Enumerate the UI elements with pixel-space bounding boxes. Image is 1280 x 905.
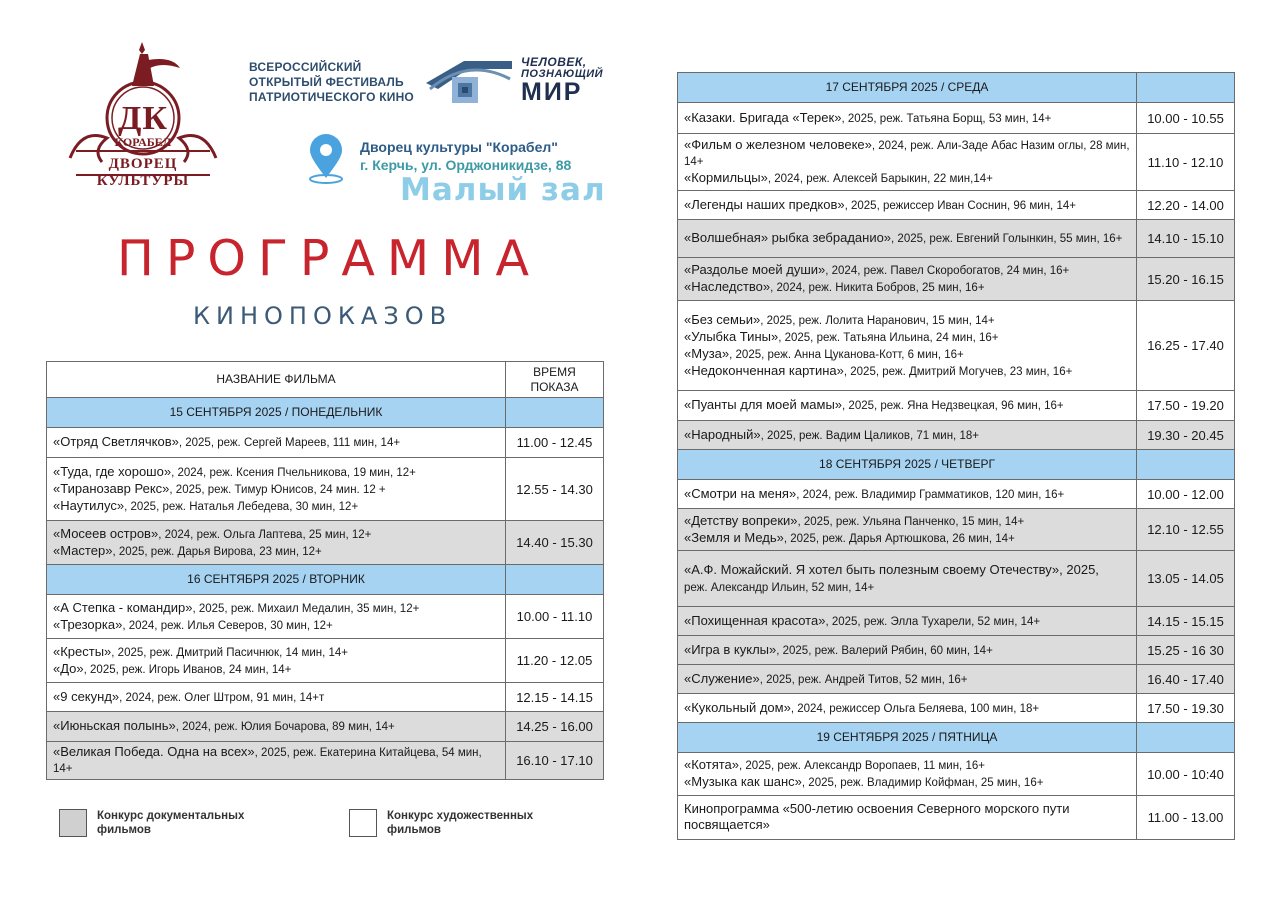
day-header-row: [678, 450, 1235, 480]
festival-name: [249, 60, 429, 105]
screening-row: [47, 742, 604, 780]
screening-films: [47, 458, 506, 521]
screening-row: [678, 694, 1235, 723]
film-details: , 2025, реж. Татьяна Борщ, 53 мин, 14+: [841, 112, 1052, 125]
film-title: «Мастер»: [53, 542, 113, 558]
film-details: , 2025, режиссер Иван Соснин, 96 мин, 14+: [844, 199, 1076, 212]
film-details: , 2024, реж. Олег Штром, 91 мин, 14+т: [119, 691, 325, 704]
film-entry: [684, 346, 1130, 363]
dk-logo-bottom: ДВОРЕЦ КУЛЬТУРЫ: [96, 156, 190, 189]
film-entry: [684, 486, 1130, 503]
screening-time: 10.00 - 12.00: [1137, 480, 1235, 509]
screening-films: [678, 191, 1137, 220]
film-title: «Раздолье моей души»: [684, 262, 826, 277]
film-entry: [53, 464, 499, 481]
film-details: , 2024, реж. Илья Северов, 30 мин, 12+: [122, 619, 333, 632]
film-entry: [684, 397, 1130, 414]
day-header-row: [47, 398, 604, 428]
screening-row: [678, 258, 1235, 301]
screening-time: 17.50 - 19.30: [1137, 694, 1235, 723]
film-details: , 2025, реж. Дмитрий Могучев, 23 мин, 16+: [843, 365, 1073, 378]
screening-row: [678, 301, 1235, 391]
film-details: , 2025, реж. Дмитрий Пасичнюк, 14 мин, 14+: [111, 646, 349, 659]
screening-time: 12.20 - 14.00: [1137, 191, 1235, 220]
screening-films: [678, 220, 1137, 258]
festival-line: ПАТРИОТИЧЕСКОГО КИНО: [249, 90, 414, 104]
screening-time: 14.40 - 15.30: [506, 521, 604, 565]
screening-films: [678, 480, 1137, 509]
page-title: ПРОГРАММА: [117, 230, 541, 287]
screening-time: 13.05 - 14.05: [1137, 551, 1235, 607]
venue-address: г. Керчь, ул. Орджоникидзе, 88: [360, 157, 572, 173]
screening-films: [678, 391, 1137, 421]
film-details: , 2025, реж. Ульяна Панченко, 15 мин, 14+: [797, 515, 1025, 528]
film-entry: [684, 137, 1130, 170]
screening-films: [47, 712, 506, 742]
film-title: «Детству вопреки»: [684, 512, 798, 528]
film-details: , 2025, реж. Андрей Титов, 52 мин, 16+: [759, 673, 968, 686]
venue-info: [360, 138, 571, 174]
film-entry: [684, 801, 1130, 834]
dk-logo-big: ДК: [117, 100, 169, 137]
day-header-empty: [1137, 723, 1235, 753]
screening-time: 11.00 - 12.45: [506, 428, 604, 458]
screening-time: 14.10 - 15.10: [1137, 220, 1235, 258]
film-details: , 2025, реж. Игорь Иванов, 24 мин, 14+: [83, 663, 292, 676]
screening-films: [678, 134, 1137, 191]
screening-row: [47, 639, 604, 683]
screening-films: [678, 258, 1137, 301]
screening-row: [47, 521, 604, 565]
festival-brand-line3: МИР: [521, 78, 583, 106]
film-title: «Недоконченная картина»: [684, 362, 844, 378]
dk-logo-icon: [62, 38, 224, 189]
page-subtitle: КИНОПОКАЗОВ: [193, 302, 453, 330]
legend-documentary: [59, 809, 277, 837]
screening-time: 19.30 - 20.45: [1137, 421, 1235, 450]
screening-films: [678, 796, 1137, 840]
screening-films: [678, 607, 1137, 636]
screening-row: [47, 458, 604, 521]
film-title: «Казаки. Бригада «Терек»: [684, 109, 842, 125]
film-details: , 2025, реж. Александр Воропаев, 11 мин, 16+: [739, 760, 985, 772]
screening-time: 10.00 - 10:40: [1137, 753, 1235, 796]
schedule-table-right: [677, 72, 1235, 840]
screening-time: 12.15 - 14.15: [506, 683, 604, 712]
screening-films: [678, 753, 1137, 796]
legend-documentary-swatch: [59, 809, 87, 837]
screening-time: 12.10 - 12.55: [1137, 509, 1235, 551]
screening-films: [47, 428, 506, 458]
film-entry: [684, 197, 1130, 214]
film-details: , 2025, реж. Екатерина Китайцева, 54 мин, 14+: [53, 747, 482, 775]
screening-films: [47, 639, 506, 683]
screening-films: [678, 636, 1137, 665]
film-title: «Без семьи»: [684, 311, 761, 327]
film-title: «Похищенная красота»: [684, 612, 826, 628]
film-entry: [684, 513, 1130, 530]
film-details: , 2024, реж. Ксения Пчельникова, 19 мин, 12+: [171, 466, 416, 479]
screening-films: [47, 595, 506, 639]
day-header-empty: [1137, 73, 1235, 103]
film-entry: [53, 543, 499, 560]
film-title: «Волшебная» рыбка зебраданио»: [684, 230, 892, 245]
film-title: «Игра в куклы»: [684, 641, 777, 657]
film-title: «Отряд Светлячков»: [53, 434, 179, 449]
screening-row: [47, 712, 604, 742]
hall-name: Малый зал: [400, 172, 606, 208]
screening-films: [678, 301, 1137, 391]
screening-time: 11.00 - 13.00: [1137, 796, 1235, 840]
screening-row: [678, 665, 1235, 694]
screening-films: [678, 509, 1137, 551]
film-title: «Муза»: [684, 345, 730, 361]
day-header-empty: [1137, 450, 1235, 480]
screening-row: [47, 683, 604, 712]
film-details: , 2025, реж. Лолита Наранович, 15 мин, 14+: [760, 314, 995, 327]
column-header-film: НАЗВАНИЕ ФИЛЬМА: [47, 362, 506, 398]
film-title: «Пуанты для моей мамы»: [684, 397, 843, 412]
film-title: «Наследство»: [684, 279, 771, 294]
film-entry: [53, 744, 499, 777]
day-label: 15 СЕНТЯБРЯ 2025 / ПОНЕДЕЛЬНИК: [47, 398, 506, 428]
schedule-table-left: [46, 361, 604, 780]
film-entry: [684, 363, 1130, 380]
film-title: «Мосеев остров»: [53, 525, 159, 541]
film-title: «Трезорка»: [53, 616, 123, 632]
film-entry: [53, 644, 499, 661]
film-title: Кинопрограмма «500-летию освоения Северного морского пути посвящается»: [684, 801, 1070, 832]
screening-films: [678, 694, 1137, 723]
legend-documentary-label: Конкурс документальных фильмов: [97, 810, 245, 836]
film-entry: [53, 617, 499, 634]
screening-time: 14.25 - 16.00: [506, 712, 604, 742]
film-details: реж. Александр Ильин, 52 мин, 14+: [684, 581, 875, 594]
screening-films: [47, 742, 506, 780]
film-entry: [53, 661, 499, 678]
film-entry: [684, 329, 1130, 346]
screening-row: [678, 220, 1235, 258]
film-entry: [53, 434, 499, 451]
film-details: , 2024, реж. Юлия Бочарова, 89 мин, 14+: [175, 721, 395, 733]
film-title: «Фильм о железном человеке»: [684, 137, 872, 152]
film-entry: [684, 230, 1130, 247]
screening-row: [678, 551, 1235, 607]
film-details: , 2025, реж. Яна Недзвецкая, 96 мин, 16+: [842, 400, 1064, 412]
film-title: «Легенды наших предков»: [684, 196, 845, 212]
screening-time: 15.20 - 16.15: [1137, 258, 1235, 301]
film-entry: [684, 312, 1130, 329]
film-entry: [684, 642, 1130, 659]
film-entry: [684, 170, 1130, 187]
screening-films: [678, 103, 1137, 134]
screening-time: 17.50 - 19.20: [1137, 391, 1235, 421]
dk-logo-small: КОРАБЕЛ: [114, 135, 172, 149]
day-label: 18 СЕНТЯБРЯ 2025 / ЧЕТВЕРГ: [678, 450, 1137, 480]
location-pin-icon: [306, 134, 346, 184]
screening-films: [678, 665, 1137, 694]
screening-row: [678, 421, 1235, 450]
screening-time: 15.25 - 16 30: [1137, 636, 1235, 665]
table-header-row: [47, 362, 604, 398]
legend-feature: [349, 809, 567, 837]
film-entry: [684, 700, 1130, 717]
film-title: «А.Ф. Можайский. Я хотел быть полезным своему Отечеству», 2025,: [684, 561, 1099, 577]
film-entry: [684, 562, 1130, 579]
film-title: «9 секунд»: [53, 688, 120, 704]
festival-line: ВСЕРОССИЙСКИЙ: [249, 60, 362, 74]
screening-row: [678, 796, 1235, 840]
screening-row: [47, 595, 604, 639]
film-title: «Наутилус»: [53, 497, 125, 513]
screening-row: [678, 509, 1235, 551]
film-details: , 2025, реж. Михаил Медалин, 35 мин, 12+: [192, 602, 420, 615]
festival-eye-logo-icon: [424, 55, 516, 111]
screening-time: 10.00 - 10.55: [1137, 103, 1235, 134]
film-entry: [684, 613, 1130, 630]
screening-row: [678, 607, 1235, 636]
film-entry: [53, 689, 499, 706]
film-details: , 2025, реж. Татьяна Ильина, 24 мин, 16+: [778, 331, 999, 344]
screening-row: [678, 480, 1235, 509]
film-title: «Народный»: [684, 426, 761, 442]
screening-row: [678, 753, 1235, 796]
film-title: «До»: [53, 660, 84, 676]
day-header-row: [678, 723, 1235, 753]
day-label: 17 СЕНТЯБРЯ 2025 / СРЕДА: [678, 73, 1137, 103]
screening-time: 14.15 - 15.15: [1137, 607, 1235, 636]
film-details: , 2025, реж. Сергей Мареев, 111 мин, 14+: [178, 437, 401, 449]
screening-time: 12.55 - 14.30: [506, 458, 604, 521]
day-header-empty: [506, 565, 604, 595]
film-title: «Кормильцы»: [684, 170, 768, 185]
film-entry: [684, 579, 1130, 596]
film-entry: [684, 757, 1130, 774]
film-title: «Котята»: [684, 757, 740, 772]
film-details: , 2025, реж. Элла Тухарели, 52 мин, 14+: [825, 615, 1041, 628]
screening-films: [678, 421, 1137, 450]
screening-films: [47, 521, 506, 565]
film-entry: [53, 498, 499, 515]
film-title: «Улыбка Тины»: [684, 328, 779, 344]
film-title: «Музыка как шанс»: [684, 774, 802, 789]
film-entry: [53, 526, 499, 543]
film-entry: [53, 481, 499, 498]
film-title: «А Степка - командир»: [53, 599, 193, 615]
film-title: «Июньская полынь»: [53, 718, 176, 733]
film-details: , 2024, реж. Никита Бобров, 25 мин, 16+: [770, 282, 985, 294]
film-details: , 2024, реж. Али-Заде Абас Назим оглы, 28 мин, 14+: [684, 140, 1130, 168]
film-details: , 2024, реж. Алексей Барыкин, 22 мин,14+: [767, 173, 993, 185]
film-entry: [53, 600, 499, 617]
screening-row: [678, 191, 1235, 220]
day-label: 16 СЕНТЯБРЯ 2025 / ВТОРНИК: [47, 565, 506, 595]
screening-time: 10.00 - 11.10: [506, 595, 604, 639]
film-entry: [684, 427, 1130, 444]
film-details: , 2025, реж. Наталья Лебедева, 30 мин, 12+: [124, 500, 359, 513]
film-entry: [684, 279, 1130, 296]
film-title: «Тиранозавр Рекс»: [53, 480, 170, 496]
film-details: , 2024, реж. Ольга Лаптева, 25 мин, 12+: [158, 528, 372, 541]
film-details: , 2025, реж. Дарья Вирова, 23 мин, 12+: [112, 545, 322, 558]
screening-time: 11.10 - 12.10: [1137, 134, 1235, 191]
day-header-row: [678, 73, 1235, 103]
day-label: 19 СЕНТЯБРЯ 2025 / ПЯТНИЦА: [678, 723, 1137, 753]
film-title: «Туда, где хорошо»: [53, 463, 172, 479]
screening-row: [678, 103, 1235, 134]
film-details: , 2025, реж. Владимир Койфман, 25 мин, 16+: [801, 777, 1044, 789]
day-header-empty: [506, 398, 604, 428]
screening-row: [47, 428, 604, 458]
film-details: , 2025, реж. Тимур Юнисов, 24 мин. 12 +: [169, 483, 386, 496]
film-title: «Смотри на меня»: [684, 485, 797, 501]
screening-time: 16.40 - 17.40: [1137, 665, 1235, 694]
film-details: , 2025, реж. Евгений Голынкин, 55 мин, 16+: [891, 233, 1123, 245]
screening-row: [678, 636, 1235, 665]
film-details: , 2024, режиссер Ольга Беляева, 100 мин, 18+: [790, 702, 1040, 715]
day-header-row: [47, 565, 604, 595]
film-details: , 2025, реж. Дарья Артюшкова, 26 мин, 14+: [783, 532, 1015, 545]
film-details: , 2024, реж. Павел Скоробогатов, 24 мин, 16+: [825, 265, 1070, 277]
column-header-time-line1: ВРЕМЯ: [533, 364, 576, 379]
screening-films: [678, 551, 1137, 607]
film-details: , 2024, реж. Владимир Грамматиков, 120 мин, 16+: [796, 488, 1065, 501]
screening-row: [678, 391, 1235, 421]
screening-time: 11.20 - 12.05: [506, 639, 604, 683]
film-title: «Служение»: [684, 670, 760, 686]
film-title: «Кукольный дом»: [684, 699, 791, 715]
venue-name: Дворец культуры "Корабел": [360, 139, 558, 155]
screening-films: [47, 683, 506, 712]
screening-time: 16.25 - 17.40: [1137, 301, 1235, 391]
film-details: , 2025, реж. Анна Цуканова-Котт, 6 мин, 16+: [729, 348, 964, 361]
film-title: «Кресты»: [53, 643, 112, 659]
legend-feature-swatch: [349, 809, 377, 837]
film-title: «Земля и Медь»: [684, 529, 784, 545]
film-title: «Великая Победа. Одна на всех»: [53, 744, 255, 759]
festival-brand: [521, 56, 631, 104]
festival-brand-line2: ПОЗНАЮЩИЙ: [521, 68, 604, 80]
screening-row: [678, 134, 1235, 191]
festival-brand-line1: ЧЕЛОВЕК,: [521, 55, 587, 69]
film-entry: [684, 530, 1130, 547]
film-details: , 2025, реж. Вадим Цаликов, 71 мин, 18+: [760, 429, 979, 442]
festival-line: ОТКРЫТЫЙ ФЕСТИВАЛЬ: [249, 75, 404, 89]
legend-feature-label: Конкурс художественных фильмов: [387, 810, 534, 836]
film-entry: [684, 262, 1130, 279]
film-entry: [53, 718, 499, 735]
column-header-time-line2: ПОКАЗА: [530, 379, 579, 394]
film-entry: [684, 774, 1130, 791]
film-entry: [684, 110, 1130, 127]
film-details: , 2025, реж. Валерий Рябин, 60 мин, 14+: [776, 644, 993, 657]
screening-time: 16.10 - 17.10: [506, 742, 604, 780]
film-entry: [684, 671, 1130, 688]
column-header-time: [506, 362, 604, 398]
